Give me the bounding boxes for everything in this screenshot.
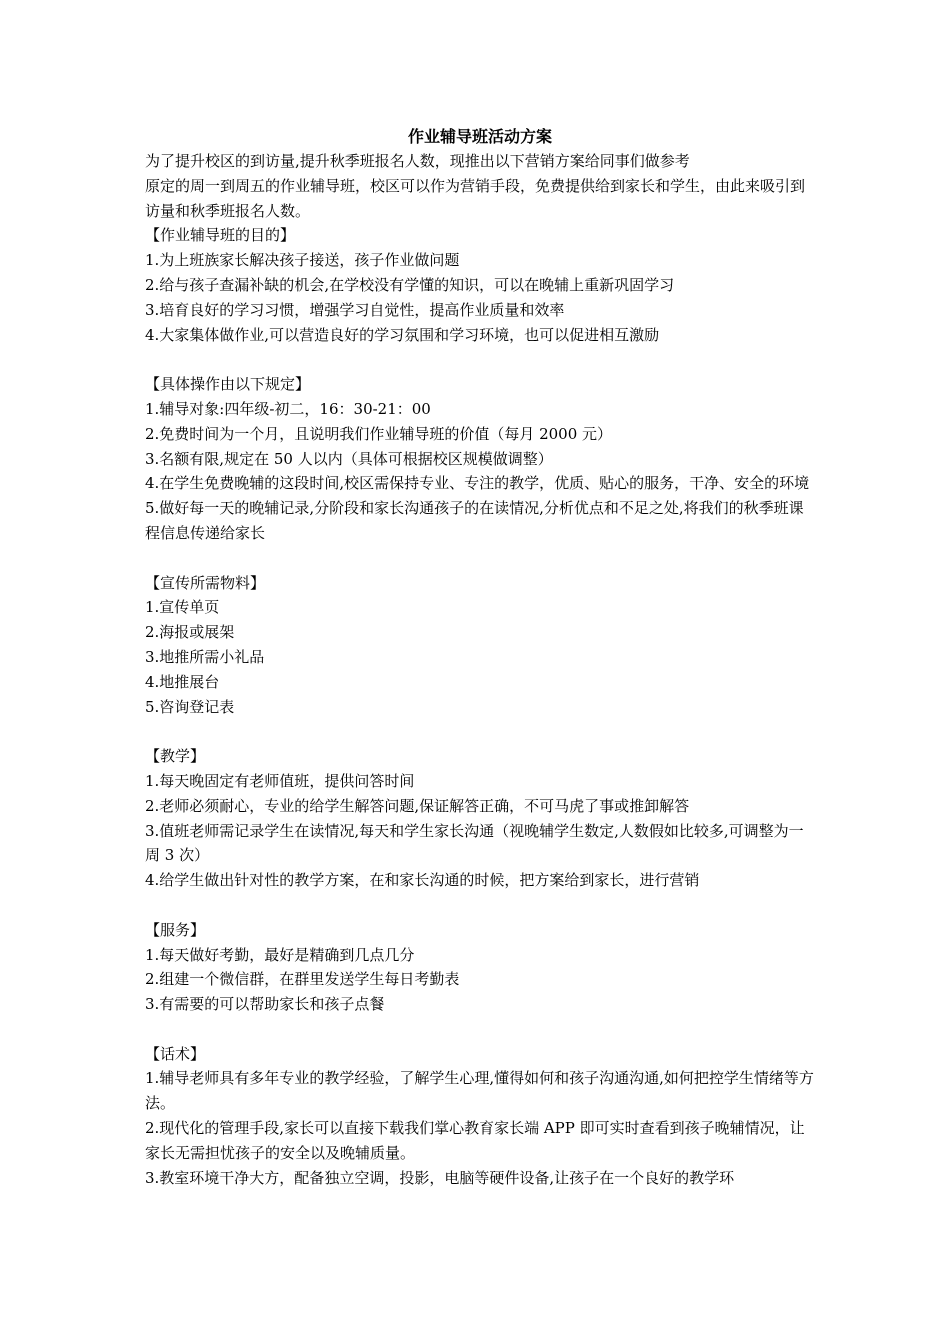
paragraph: 1.每天做好考勤，最好是精确到几点几分 bbox=[145, 945, 415, 964]
paragraph: 1.宣传单页 bbox=[145, 598, 220, 617]
paragraph: 3.名额有限,规定在 50 人以内（具体可根据校区规模做调整） bbox=[145, 449, 553, 468]
paragraph: 2.海报或展架 bbox=[145, 623, 235, 642]
paragraph: 2.现代化的管理手段,家长可以直接下载我们掌心教育家长端 APP 即可实时查看到孩子晚辅情况，让家长无需担忧孩子的安全以及晚辅质量。 bbox=[145, 1119, 805, 1162]
blank-line bbox=[145, 719, 815, 744]
document-title: 作业辅导班活动方案 bbox=[407, 127, 552, 146]
document-page bbox=[145, 124, 815, 1190]
paragraph: 5.咨询登记表 bbox=[145, 697, 235, 716]
paragraph: 1.辅导老师具有多年专业的教学经验，了解学生心理,懂得如何和孩子沟通沟通,如何把控学生情绪等方法。 bbox=[145, 1069, 814, 1113]
paragraph: 3.教室环境干净大方，配备独立空调，投影，电脑等硬件设备,让孩子在一个良好的教学环 bbox=[145, 1168, 735, 1187]
paragraph: 原定的周一到周五的作业辅导班，校区可以作为营销手段，免费提供给到家长和学生，由此来吸引到访量和秋季班报名人数。 bbox=[145, 176, 806, 220]
paragraph: 4.大家集体做作业,可以营造良好的学习氛围和学习环境，也可以促进相互激励 bbox=[145, 325, 660, 344]
blank-line bbox=[145, 1017, 815, 1042]
paragraph: 5.做好每一天的晚辅记录,分阶段和家长沟通孩子的在读情况,分析优点和不足之处,将我们的秋季班课程信息传递给家长 bbox=[145, 499, 804, 542]
blank-line bbox=[145, 546, 815, 571]
paragraph: 1.每天晚固定有老师值班，提供问答时间 bbox=[145, 771, 415, 790]
blank-line bbox=[145, 347, 815, 372]
section-heading: 【作业辅导班的目的】 bbox=[145, 226, 296, 245]
document-body bbox=[145, 149, 815, 1190]
paragraph: 4.在学生免费晚辅的这段时间,校区需保持专业、专注的教学，优质、贴心的服务，干净、安全的环境 bbox=[145, 474, 810, 493]
paragraph: 3.培育良好的学习习惯，增强学习自觉性，提高作业质量和效率 bbox=[145, 300, 565, 319]
paragraph: 3.值班老师需记录学生在读情况,每天和学生家长沟通（视晚辅学生数定,人数假如比较多,可调整为一周 3 次） bbox=[145, 821, 804, 865]
section-heading: 【话术】 bbox=[145, 1044, 206, 1063]
paragraph: 4.给学生做出针对性的教学方案，在和家长沟通的时候，把方案给到家长，进行营销 bbox=[145, 871, 700, 890]
paragraph: 3.地推所需小礼品 bbox=[145, 647, 265, 666]
section-heading: 【服务】 bbox=[145, 920, 206, 939]
blank-line bbox=[145, 893, 815, 918]
paragraph: 2.组建一个微信群，在群里发送学生每日考勤表 bbox=[145, 970, 460, 989]
paragraph: 1.辅导对象:四年级-初二，16：30-21：00 bbox=[145, 399, 431, 418]
paragraph: 为了提升校区的到访量,提升秋季班报名人数，现推出以下营销方案给同事们做参考 bbox=[145, 152, 690, 170]
paragraph: 4.地推展台 bbox=[145, 672, 220, 691]
paragraph: 2.免费时间为一个月，且说明我们作业辅导班的价值（每月 2000 元） bbox=[145, 424, 613, 443]
paragraph: 2.老师必须耐心，专业的给学生解答问题,保证解答正确，不可马虎了事或推卸解答 bbox=[145, 796, 690, 815]
paragraph: 3.有需要的可以帮助家长和孩子点餐 bbox=[145, 995, 385, 1014]
section-heading: 【宣传所需物料】 bbox=[145, 573, 266, 592]
paragraph: 2.给与孩子查漏补缺的机会,在学校没有学懂的知识，可以在晚辅上重新巩固学习 bbox=[145, 275, 675, 294]
section-heading: 【具体操作由以下规定】 bbox=[145, 375, 311, 394]
section-heading: 【教学】 bbox=[145, 747, 206, 766]
paragraph: 1.为上班族家长解决孩子接送，孩子作业做问题 bbox=[145, 251, 460, 270]
